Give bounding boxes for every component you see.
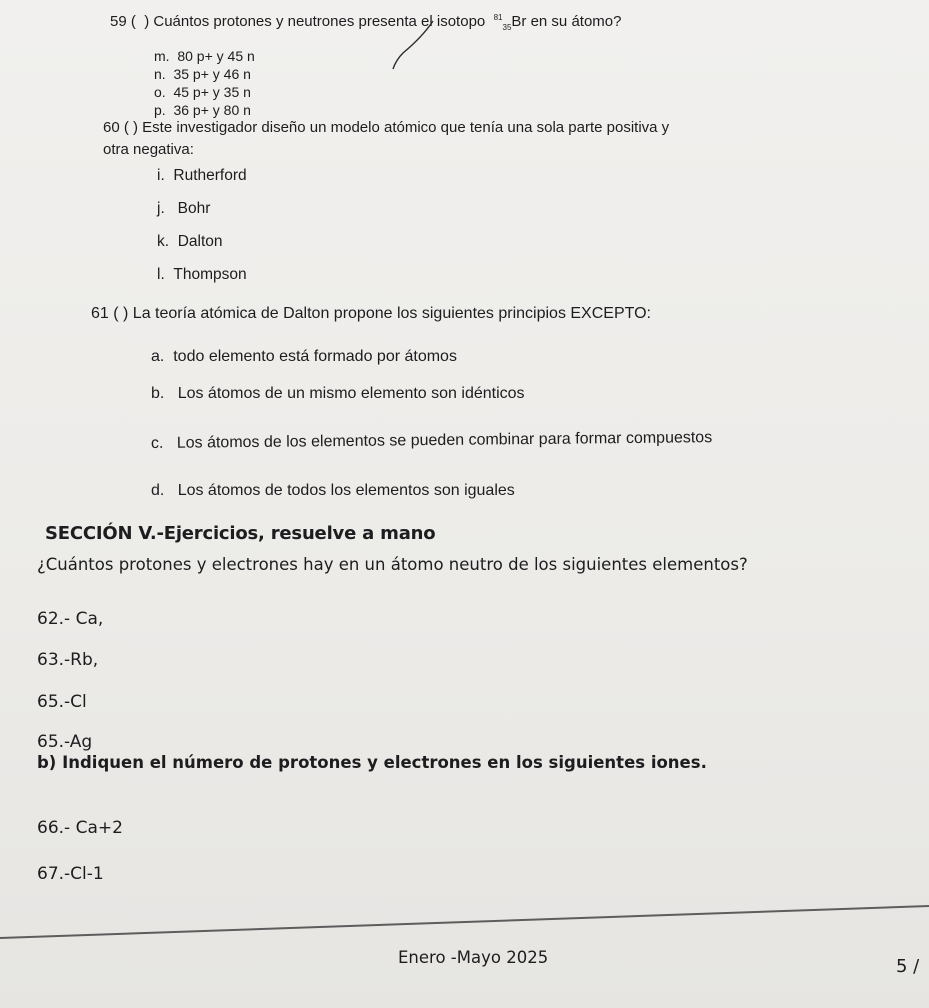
exercise-65-cl: 65.-Cl bbox=[37, 692, 87, 712]
section-title: SECCIÓN V.-Ejercicios, resuelve a mano bbox=[45, 523, 436, 544]
exercise-66: 66.- Ca+2 bbox=[37, 818, 123, 838]
footer-divider bbox=[0, 900, 929, 940]
q61-option-d: d. Los átomos de todos los elementos son iguales bbox=[151, 482, 515, 499]
q59-option-o: o. 45 p+ y 35 n bbox=[154, 84, 251, 100]
q60-option-j: j. Bohr bbox=[157, 200, 211, 217]
question-59-text-end: en su átomo? bbox=[530, 13, 622, 30]
q60-option-i: i. Rutherford bbox=[157, 167, 247, 184]
exercise-62: 62.- Ca, bbox=[37, 609, 104, 629]
page-number: 5 / bbox=[896, 956, 920, 977]
question-60-line1: 60 ( ) Este investigador diseño un modelo atómico que tenía una sola parte positiva y bbox=[103, 119, 670, 136]
isotope-atomic-number: 35 bbox=[502, 23, 512, 32]
q59-option-p: p. 36 p+ y 80 n bbox=[154, 102, 251, 118]
section-question-a: ¿Cuántos protones y electrones hay en un átomo neutro de los siguientes elementos? bbox=[37, 555, 748, 574]
section-question-b: b) Indiquen el número de protones y electrones en los siguientes iones. bbox=[37, 753, 707, 772]
q61-option-c: c. Los átomos de los elementos se pueden combinar para formar compuestos bbox=[150, 429, 713, 452]
q59-option-m: m. 80 p+ y 45 n bbox=[154, 48, 255, 64]
q61-option-b: b. Los átomos de un mismo elemento son idénticos bbox=[151, 385, 525, 402]
question-59-text: ) Cuántos protones y neutrones presenta el isotopo bbox=[144, 13, 486, 30]
question-60-line2: otra negativa: bbox=[103, 141, 194, 158]
question-61: 61 ( ) La teoría atómica de Dalton propone los siguientes principios EXCEPTO: bbox=[91, 305, 651, 322]
isotope-notation bbox=[494, 13, 527, 30]
question-59 bbox=[110, 13, 621, 32]
isotope-symbol: Br bbox=[511, 13, 527, 30]
q60-option-l: l. Thompson bbox=[157, 266, 247, 283]
exercise-63: 63.-Rb, bbox=[37, 650, 99, 670]
q61-option-a: a. todo elemento está formado por átomos bbox=[151, 348, 457, 365]
footer-period: Enero -Mayo 2025 bbox=[398, 948, 549, 967]
q60-option-k: k. Dalton bbox=[157, 233, 223, 250]
question-59-number: 59 ( bbox=[110, 13, 136, 30]
exercise-65-ag: 65.-Ag bbox=[37, 732, 93, 752]
isotope-mass: 81 bbox=[493, 13, 503, 22]
exercise-67: 67.-Cl-1 bbox=[37, 864, 104, 884]
pen-stroke-mark bbox=[385, 15, 445, 75]
q59-option-n: n. 35 p+ y 46 n bbox=[154, 66, 251, 82]
